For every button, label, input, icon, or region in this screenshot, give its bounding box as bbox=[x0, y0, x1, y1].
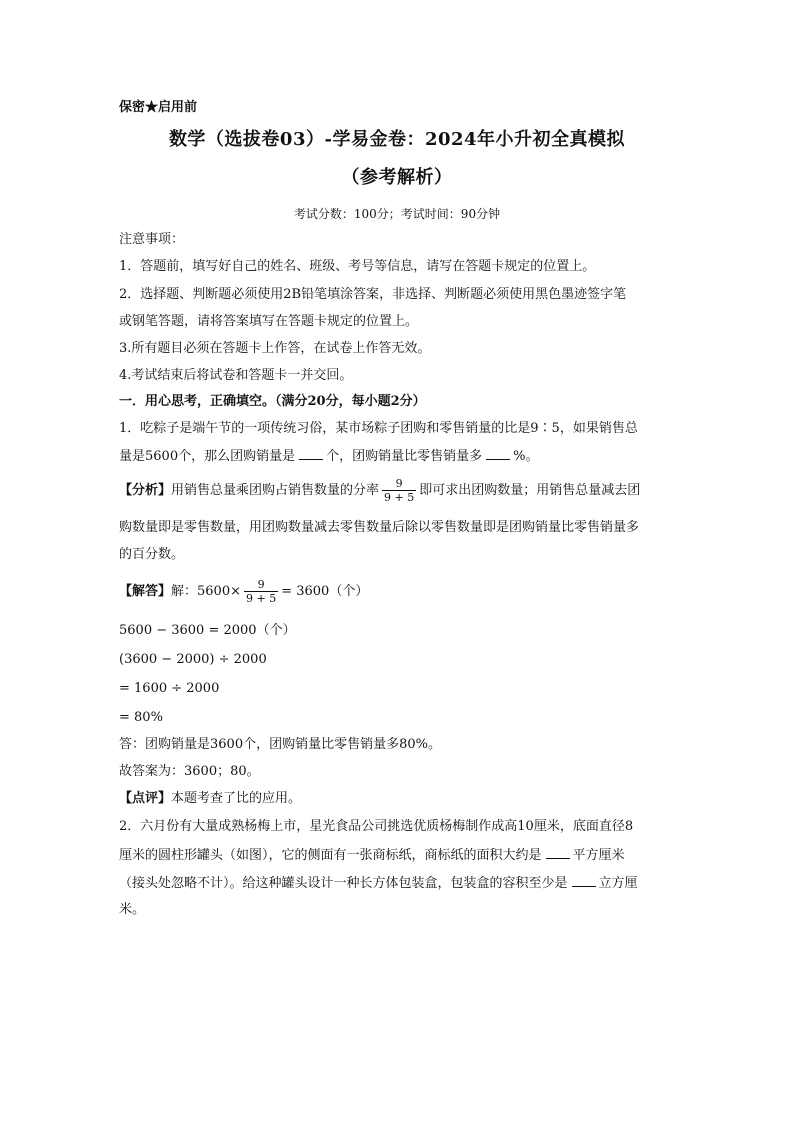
answer-line: 答：团购销量是3600个，团购销量比零售销量多80%。 bbox=[119, 737, 441, 752]
question-2-text: 2．六月份有大量成熟杨梅上市，星光食品公司挑选优质杨梅制作成高10厘米，底面直径8 bbox=[119, 819, 634, 834]
notes-heading: 注意事项： bbox=[119, 232, 185, 247]
section-heading: 一．用心思考，正确填空。（满分20分，每小题2分） bbox=[119, 394, 426, 409]
analysis-line: 购数量即是零售数量，用团购数量减去零售数量后除以零售数量即是团购销量比零售销量多 bbox=[119, 520, 640, 535]
answer-blank[interactable] bbox=[299, 447, 323, 460]
final-answer: 故答案为：3600；80。 bbox=[119, 764, 260, 779]
answer-blank[interactable] bbox=[546, 846, 570, 859]
comment-line: 【点评】本题考查了比的应用。 bbox=[119, 791, 302, 806]
note-item: 2．选择题、判断题必须使用2B铅笔填涂答案，非选择、判断题必须使用黑色墨迹签字笔 bbox=[119, 287, 627, 302]
solution-tag: 【解答】 bbox=[119, 584, 172, 599]
answer-blank[interactable] bbox=[572, 874, 596, 887]
solution-step: = 80% bbox=[119, 710, 163, 725]
solution-step: (3600 − 2000) ÷ 2000 bbox=[119, 652, 267, 667]
page-subtitle: （参考解析） bbox=[341, 167, 453, 188]
note-item: 4.考试结束后将试卷和答题卡一并交回。 bbox=[119, 368, 353, 383]
note-item: 1．答题前，填写好自己的姓名、班级、考号等信息，请写在答题卡规定的位置上。 bbox=[119, 259, 596, 274]
solution-step: 5600 − 3600 = 2000（个） bbox=[119, 623, 296, 638]
page-title: 数学（选拔卷03）-学易金卷：2024年小升初全真模拟 bbox=[168, 129, 626, 150]
confidential-label: 保密★启用前 bbox=[119, 100, 198, 115]
comment-tag: 【点评】 bbox=[119, 791, 172, 806]
fraction: $\frac{9}{9 + 5}$ bbox=[246, 578, 277, 605]
note-item: 3.所有题目必须在答题卡上作答，在试卷上作答无效。 bbox=[119, 341, 431, 356]
question-2-text-cont: 米。 bbox=[119, 902, 146, 917]
exam-info: 考试分数：100分；考试时间：90分钟 bbox=[293, 207, 501, 221]
note-item: 或钢笔答题，请将答案填写在答题卡规定的位置上。 bbox=[119, 314, 419, 329]
solution-step: = 1600 ÷ 2000 bbox=[119, 681, 220, 696]
question-2-text-cont: （接头处忽略不计）。给这种罐头设计一种长方体包装盒，包装盒的容积至少是 立方厘 bbox=[119, 876, 638, 891]
analysis-line: 的百分数。 bbox=[119, 547, 185, 562]
question-2-text-cont: 厘米的圆柱形罐头（如图），它的侧面有一张商标纸，商标纸的面积大约是 平方厘米 bbox=[119, 848, 625, 863]
question-1-text-cont: 量是5600个，那么团购销量是 个，团购销量比零售销量多 %。 bbox=[119, 449, 539, 464]
question-1-text: 1．吃粽子是端午节的一项传统习俗，某市场粽子团购和零售销量的比是9∶5，如果销售总 bbox=[119, 421, 638, 436]
solution-line: 【解答】解：5600× $\frac{9}{9 + 5}$ = 3600（个） bbox=[119, 578, 369, 605]
analysis-tag: 【分析】 bbox=[119, 483, 172, 498]
analysis-line: 【分析】用销售总量乘团购占销售数量的分率 $\frac{9}{9 + 5}$ 即可求出团购数量；用销售总量减去团 bbox=[119, 477, 641, 504]
answer-blank[interactable] bbox=[486, 447, 510, 460]
fraction: $\frac{9}{9 + 5}$ bbox=[384, 477, 415, 504]
